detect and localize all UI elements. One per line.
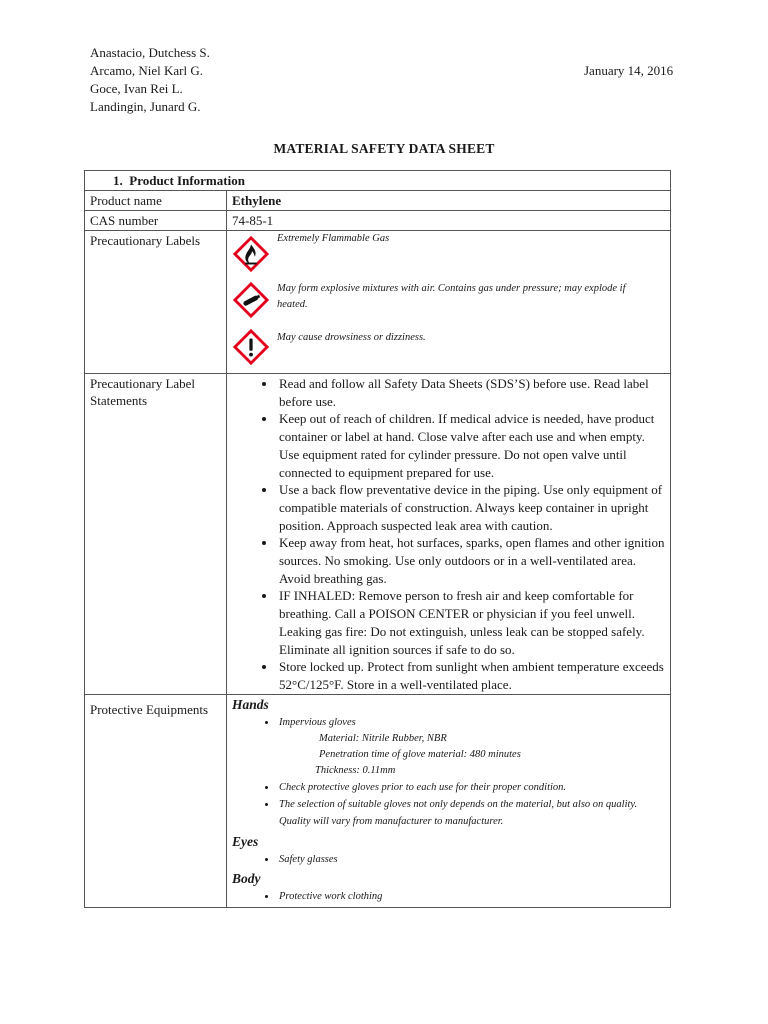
glove-penetration: Penetration time of glove material: 480 minutes [319, 748, 521, 760]
product-name-value: Ethylene [227, 191, 671, 211]
hazard-item [232, 235, 665, 283]
list-item [277, 714, 665, 779]
hazard-text: May cause drowsiness or dizziness. [277, 332, 426, 343]
list-item: • Safety glasses [277, 851, 665, 868]
cas-number-label: CAS number [85, 211, 227, 231]
equipment-label: Protective Equipments [85, 694, 227, 907]
precautionary-labels-label: Precautionary Labels [85, 231, 227, 374]
list-item: • Check protective gloves prior to each use for their proper condition. [277, 779, 665, 796]
table-row [85, 211, 671, 231]
table-row [85, 231, 671, 374]
body-list [232, 888, 665, 905]
eyes-heading: Eyes [232, 833, 259, 849]
author-name: Anastacio, Dutchess S. [90, 45, 210, 60]
hazard-item [232, 283, 665, 329]
statements-label: Precautionary Label Statements [85, 374, 227, 695]
section-header-row [85, 171, 671, 191]
list-item: • Use a back flow preventative device in the piping. Use only equipment of compatible materials of construction. Always keep container in upright position. Approach suspected leak area with caution. [277, 481, 665, 534]
table-row [85, 191, 671, 211]
hands-list [232, 714, 665, 830]
statements-cell [227, 374, 671, 695]
author-name: Goce, Ivan Rei L. [90, 81, 183, 96]
document-date: January 14, 2016 [584, 63, 674, 78]
list-item: • Protective work clothing [277, 888, 665, 905]
hazard-text: Extremely Flammable Gas [277, 233, 390, 244]
precautionary-labels-cell [227, 231, 671, 374]
list-item: • Keep away from heat, hot surfaces, sparks, open flames and other ignition sources. No smoking. Use only outdoors or in a well-ventilated area. Avoid breathing gas. [277, 534, 665, 587]
product-name-label: Product name [85, 191, 227, 211]
list-item: • The selection of suitable gloves not only depends on the material, but also on quality. Quality will vary from manufacturer to manufacturer. [277, 796, 665, 830]
cas-number-value: 74-85-1 [227, 211, 671, 231]
equipment-cell [227, 694, 671, 907]
statement-list [232, 375, 665, 694]
list-item: • Store locked up. Protect from sunlight when ambient temperature exceeds 52°C/125°F. Store in a well-ventilated place. [277, 658, 665, 693]
hands-item: Impervious gloves [279, 716, 356, 728]
table-row [85, 374, 671, 695]
hands-heading: Hands [232, 696, 269, 712]
list-item: • IF INHALED: Remove person to fresh air and keep comfortable for breathing. Call a POISON CENTER or physician if you feel unwell. Leaking gas fire: Do not extinguish, unless leak can be stopped safely. Eliminate all ignition sources if safe to do so. [277, 587, 665, 658]
body-heading: Body [232, 870, 261, 886]
gas-cylinder-icon [232, 281, 270, 319]
author-name: Landingin, Junard G. [90, 99, 201, 114]
page-title: MATERIAL SAFETY DATA SHEET [273, 141, 495, 156]
hazard-text: May form explosive mixtures with air. Contains gas under pressure; may explode if heated. [277, 283, 626, 310]
list-item: • Read and follow all Safety Data Sheets (SDS’S) before use. Read label before use. [277, 375, 665, 410]
glove-material: Material: Nitrile Rubber, NBR [319, 732, 447, 744]
section-title: 1. Product Information [85, 171, 671, 191]
hazard-item [232, 329, 665, 371]
flame-icon [232, 235, 270, 273]
glove-thickness: Thickness: 0.11mm [315, 764, 396, 776]
list-item: • Keep out of reach of children. If medical advice is needed, have product container or label at hand. Close valve after each use and when empty. Use equipment rated for cylinder pressure. Do not open valve until connected to equipment prepared for use. [277, 410, 665, 481]
product-information-table [84, 170, 671, 908]
author-name: Arcamo, Niel Karl G. [90, 63, 203, 78]
author-list [90, 44, 210, 116]
eyes-list [232, 851, 665, 868]
table-row [85, 694, 671, 907]
exclamation-icon [232, 328, 270, 366]
